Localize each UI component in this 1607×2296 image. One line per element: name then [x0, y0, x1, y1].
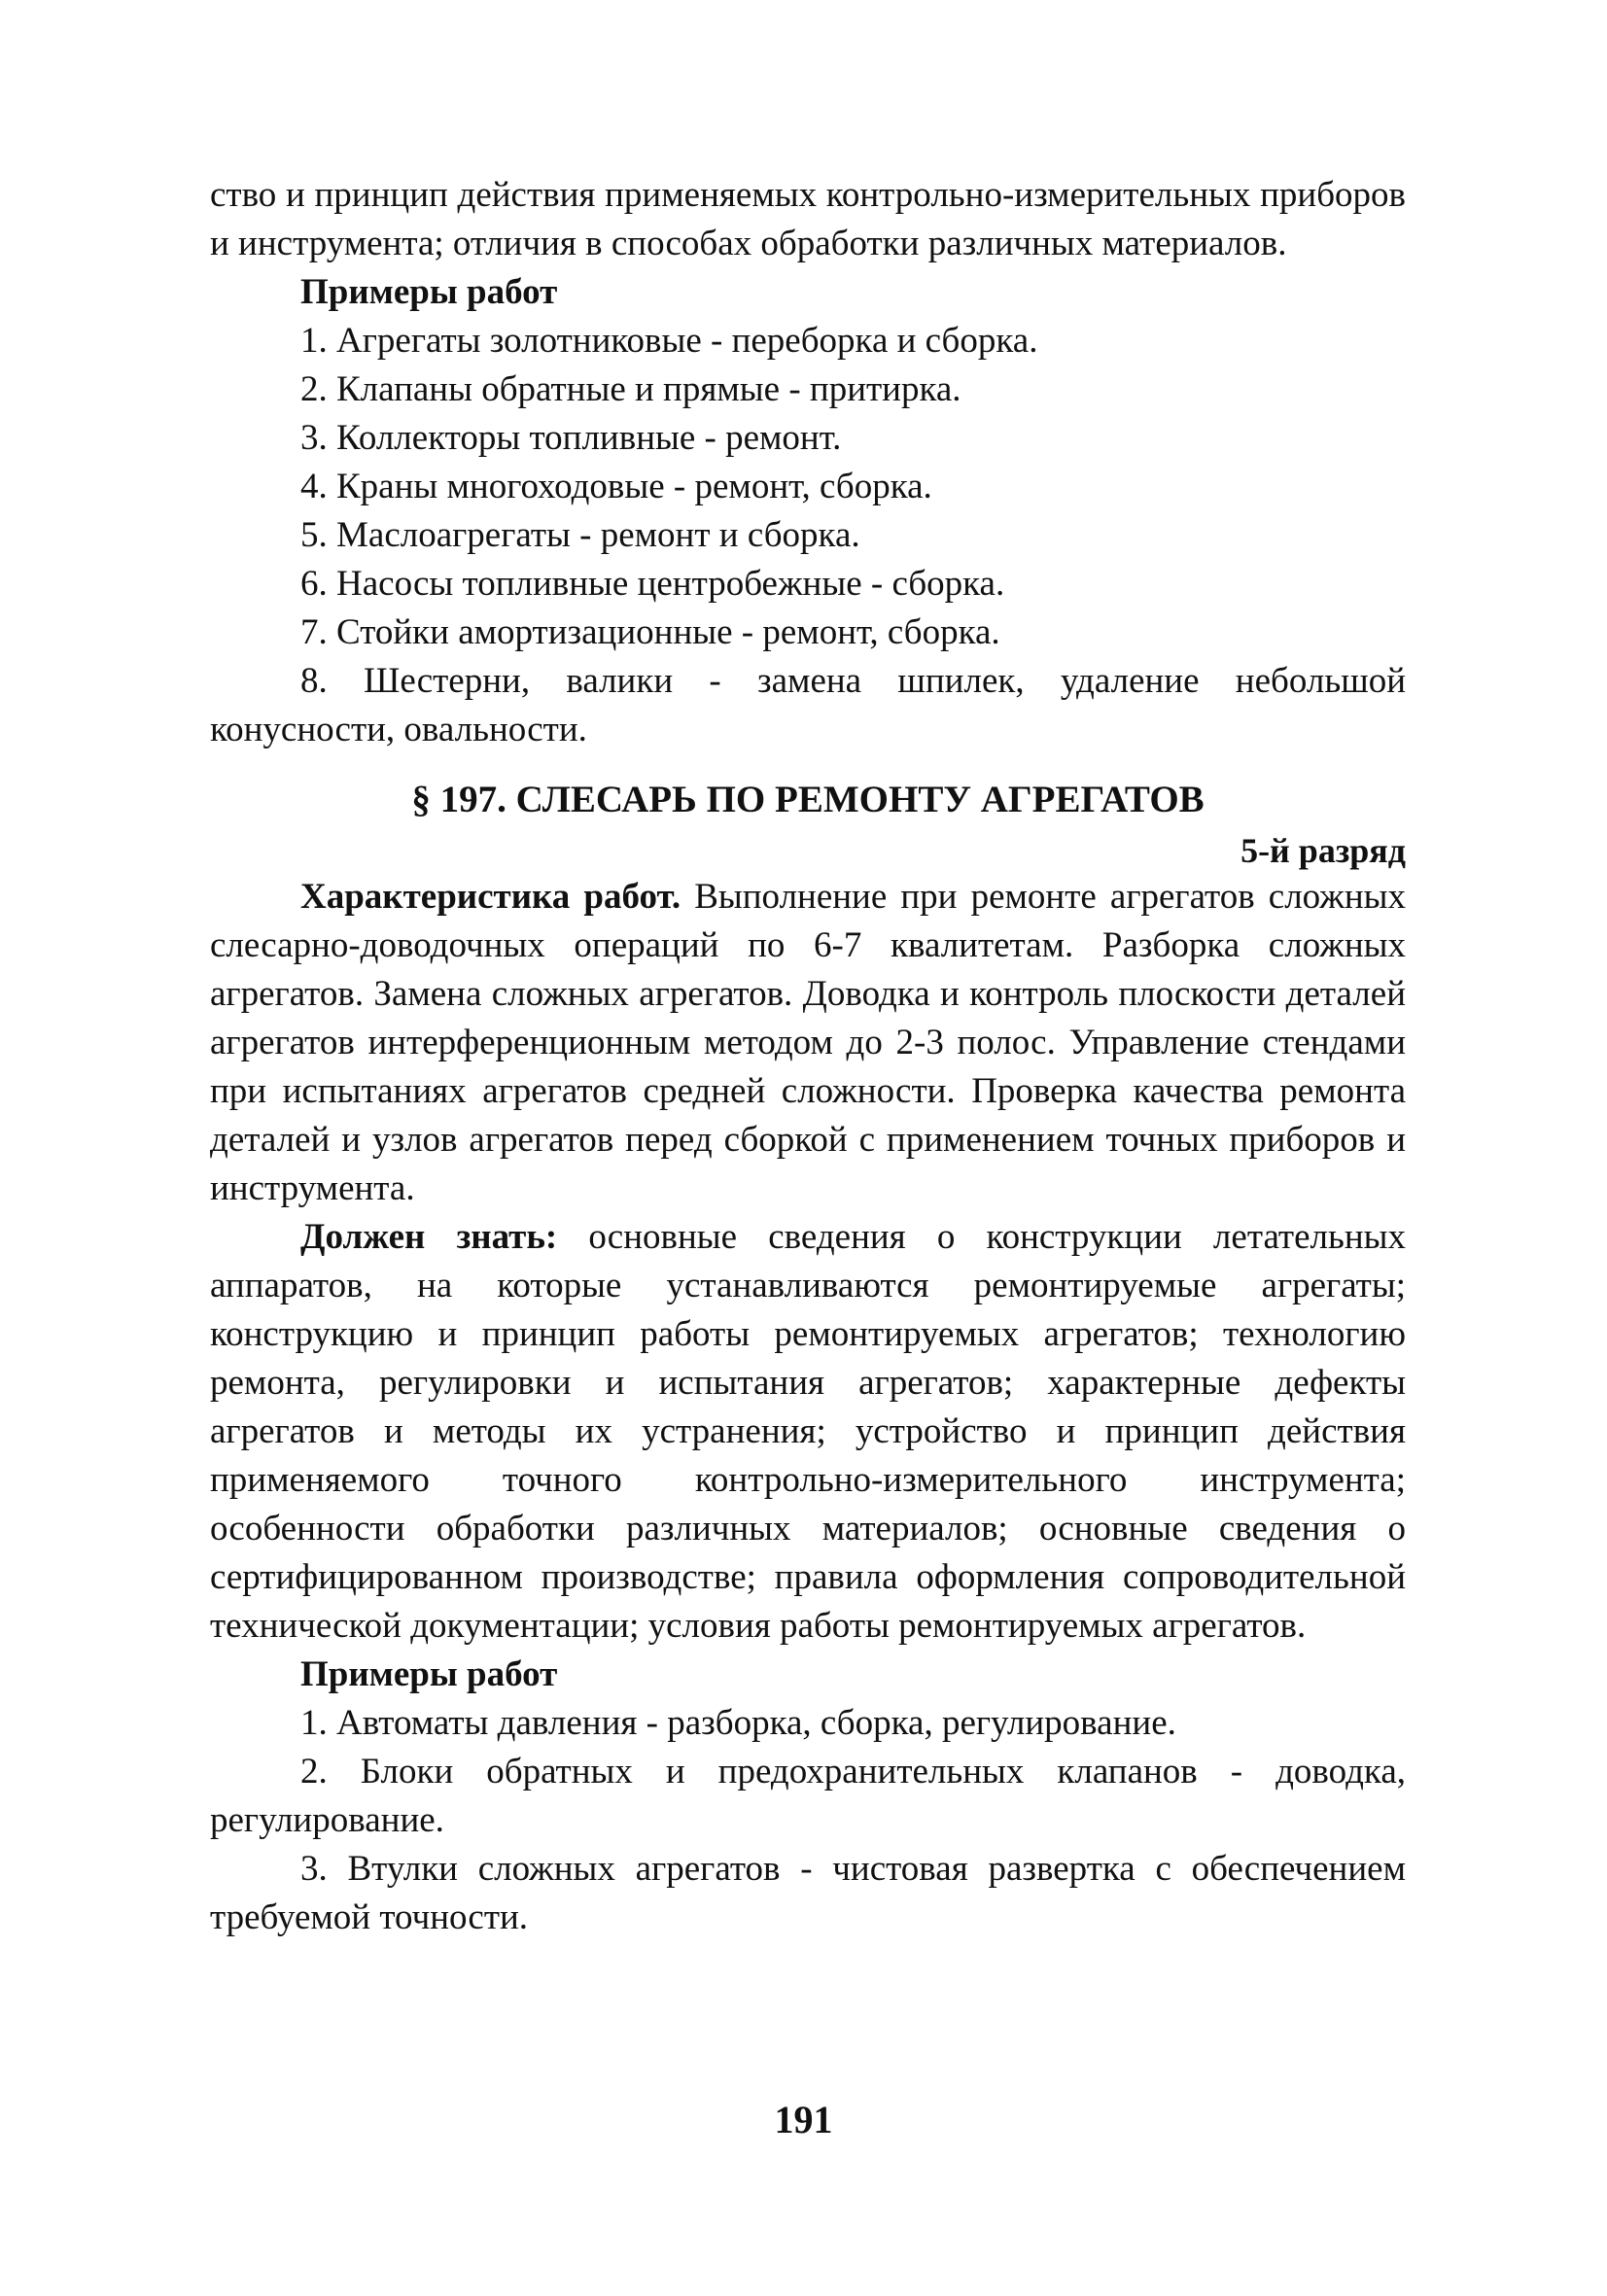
knowledge-text: основные сведения о конструкции летательных аппаратов, на которые устанавливаются ремонтируемые агрегаты; конструкцию и принцип работы ремонтируемых агрегатов; технологию ремонта, регулировки и испытания агрегатов; характерные дефекты агрегатов и методы их устранения; устройство и принцип действия применяемого точного контрольно-измерительного инструмента; особенности обработки различных материалов; основные сведения о сертифицированном производстве; правила оформления сопроводительной технической документации; условия работы ремонтируемых агрегатов. [210, 1217, 1406, 1646]
section-title: § 197. СЛЕСАРЬ ПО РЕМОНТУ АГРЕГАТОВ [411, 779, 1205, 820]
example-item: 2. Клапаны обратные и прямые - притирка. [300, 369, 961, 409]
section-examples-heading: Примеры работ [300, 1654, 558, 1694]
example-item: 4. Краны многоходовые - ремонт, сборка. [300, 467, 932, 506]
continuation-paragraph: ство и принцип действия применяемых контрольно-измерительных приборов и инструмента; отличия в способах обработки различных материалов. [210, 175, 1406, 263]
characteristic-label: Характеристика работ. [300, 877, 681, 917]
example-item: 1. Агрегаты золотниковые - переборка и сборка. [300, 321, 1038, 361]
section-example-item: 2. Блоки обратных и предохранительных клапанов - доводка, регулирование. [210, 1752, 1406, 1840]
example-item: 8. Шестерни, валики - замена шпилек, удаление небольшой конусности, овальности. [210, 661, 1406, 749]
section-example-item: 3. Втулки сложных агрегатов - чистовая развертка с обеспечением требуемой точности. [210, 1849, 1406, 1937]
examples-heading: Примеры работ [300, 272, 558, 312]
page-number: 191 [774, 2098, 833, 2141]
knowledge-paragraph [210, 1213, 1406, 1651]
section-body [210, 873, 1406, 1942]
knowledge-label: Должен знать: [300, 1217, 558, 1257]
example-item: 6. Насосы топливные центробежные - сборка. [300, 564, 1005, 604]
characteristic-paragraph [210, 873, 1406, 1213]
grade-label: 5-й разряд [1240, 831, 1406, 870]
example-item: 3. Коллекторы топливные - ремонт. [300, 418, 842, 458]
section-example-item: 1. Автоматы давления - разборка, сборка, регулирование. [300, 1703, 1176, 1743]
example-item: 7. Стойки амортизационные - ремонт, сборка. [300, 612, 1000, 652]
example-item: 5. Маслоагрегаты - ремонт и сборка. [300, 515, 860, 555]
top-section [210, 171, 1406, 754]
characteristic-text: Выполнение при ремонте агрегатов сложных слесарно-доводочных операций по 6-7 квалитетам. Разборка сложных агрегатов. Замена сложных агрегатов. Доводка и контроль плоскости деталей агрегатов интерференционным методом до 2-3 полос. Управление стендами при испытаниях агрегатов средней сложности. Проверка качества ремонта деталей и узлов агрегатов перед сборкой с применением точных приборов и инструмента. [210, 877, 1406, 1208]
